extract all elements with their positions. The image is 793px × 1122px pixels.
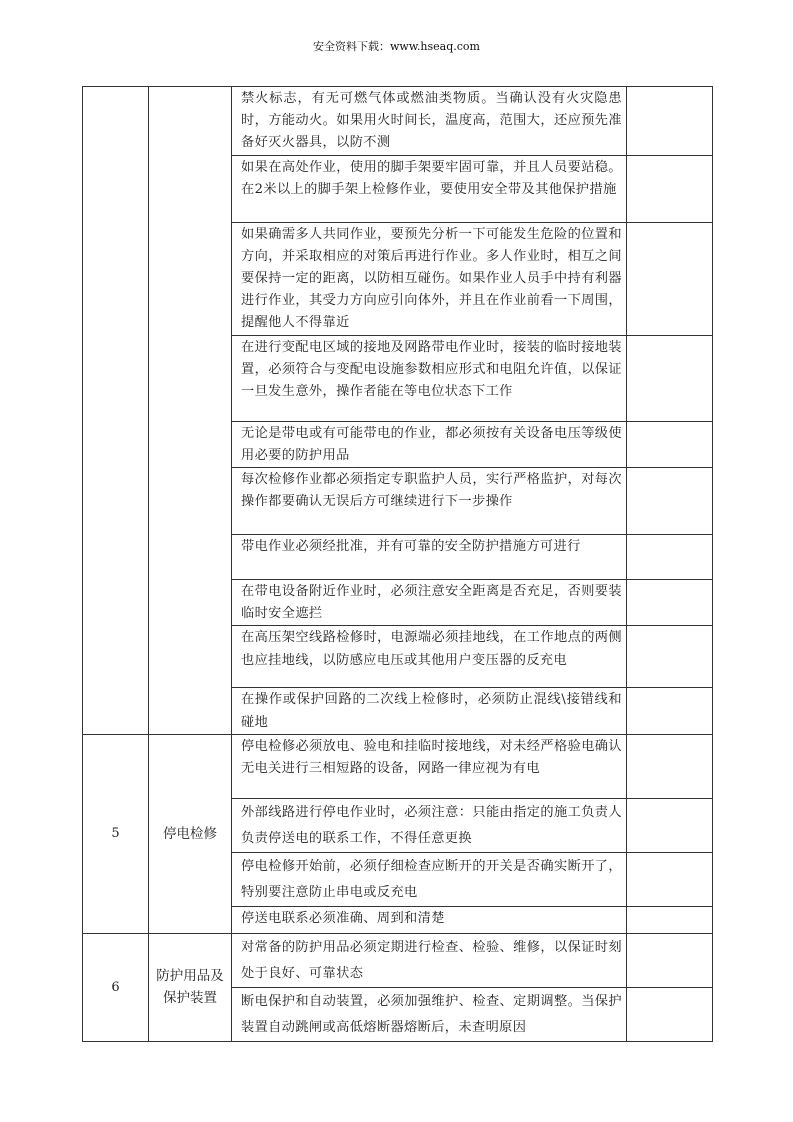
remark-cell	[627, 933, 713, 987]
remark-cell	[627, 688, 713, 734]
content-cell: 在进行变配电区域的接地及网路带电作业时，接装的临时接地装置，必须符合与变配电设施参数相应形式和电阻允许值，以保证一旦发生意外，操作者能在等电位状态下工作	[232, 335, 627, 421]
content-cell: 每次检修作业都必须指定专职监护人员，实行严格监护，对每次操作都要确认无误后方可继续进行下一步操作	[232, 468, 627, 535]
section-number: 6	[83, 933, 149, 1041]
remark-cell	[627, 798, 713, 852]
remark-cell	[627, 852, 713, 906]
remark-cell	[627, 87, 713, 156]
remark-cell	[627, 987, 713, 1041]
remark-cell	[627, 421, 713, 467]
page-header: 安全资料下载：www.hseaq.com	[313, 40, 480, 53]
safety-measures-table	[82, 86, 713, 1042]
table-row	[83, 87, 713, 156]
remark-cell	[627, 906, 713, 933]
remark-cell	[627, 535, 713, 580]
content-cell: 带电作业必须经批准，并有可靠的安全防护措施方可进行	[232, 535, 627, 580]
section-name: 停电检修	[149, 734, 232, 933]
section-name: 防护用品及保护装置	[149, 933, 232, 1041]
remark-cell	[627, 468, 713, 535]
content-cell: 无论是带电或有可能带电的作业，都必须按有关设备电压等级使用必要的防护用品	[232, 421, 627, 467]
content-cell: 停电检修开始前，必须仔细检查应断开的开关是否确实断开了，特别要注意防止串电或反充电	[232, 852, 627, 906]
remark-cell	[627, 335, 713, 421]
category-cell	[149, 87, 232, 735]
table-row	[83, 734, 713, 798]
content-cell: 断电保护和自动装置，必须加强维护、检查、定期调整。当保护装置自动跳闸或高低熔断器熔断后，未查明原因	[232, 987, 627, 1041]
content-cell: 如果确需多人共同作业，要预先分析一下可能发生危险的位置和方向，并采取相应的对策后再进行作业。多人作业时，相互之间要保持一定的距离，以防相互碰伤。如果作业人员手中持有利器进行作业，其受力方向应引向体外，并且在作业前看一下周围，提醒他人不得靠近	[232, 222, 627, 335]
content-cell: 在带电设备附近作业时，必须注意安全距离是否充足，否则要装临时安全遮拦	[232, 580, 627, 626]
content-cell: 在高压架空线路检修时，电源端必须挂地线，在工作地点的两侧也应挂地线，以防感应电压或其他用户变压器的反充电	[232, 626, 627, 688]
content-cell: 在操作或保护回路的二次线上检修时，必须防止混线\接错线和碰地	[232, 688, 627, 734]
table-row	[83, 933, 713, 987]
content-cell: 停送电联系必须准确、周到和清楚	[232, 906, 627, 933]
content-cell: 禁火标志，有无可燃气体或燃油类物质。当确认没有火灾隐患时，方能动火。如果用火时间长，温度高，范围大，还应预先准备好灭火器具，以防不测	[232, 87, 627, 156]
content-cell: 外部线路进行停电作业时，必须注意：只能由指定的施工负责人负责停送电的联系工作，不得任意更换	[232, 798, 627, 852]
remark-cell	[627, 580, 713, 626]
remark-cell	[627, 222, 713, 335]
remark-cell	[627, 155, 713, 222]
remark-cell	[627, 734, 713, 798]
content-cell: 停电检修必须放电、验电和挂临时接地线，对未经严格验电确认无电关进行三相短路的设备，网路一律应视为有电	[232, 734, 627, 798]
section-number: 5	[83, 734, 149, 933]
content-cell: 对常备的防护用品必须定期进行检查、检验、维修，以保证时刻处于良好、可靠状态	[232, 933, 627, 987]
content-cell: 如果在高处作业，使用的脚手架要牢固可靠，并且人员要站稳。在2米以上的脚手架上检修作业，要使用安全带及其他保护措施	[232, 155, 627, 222]
remark-cell	[627, 626, 713, 688]
number-cell	[83, 87, 149, 735]
